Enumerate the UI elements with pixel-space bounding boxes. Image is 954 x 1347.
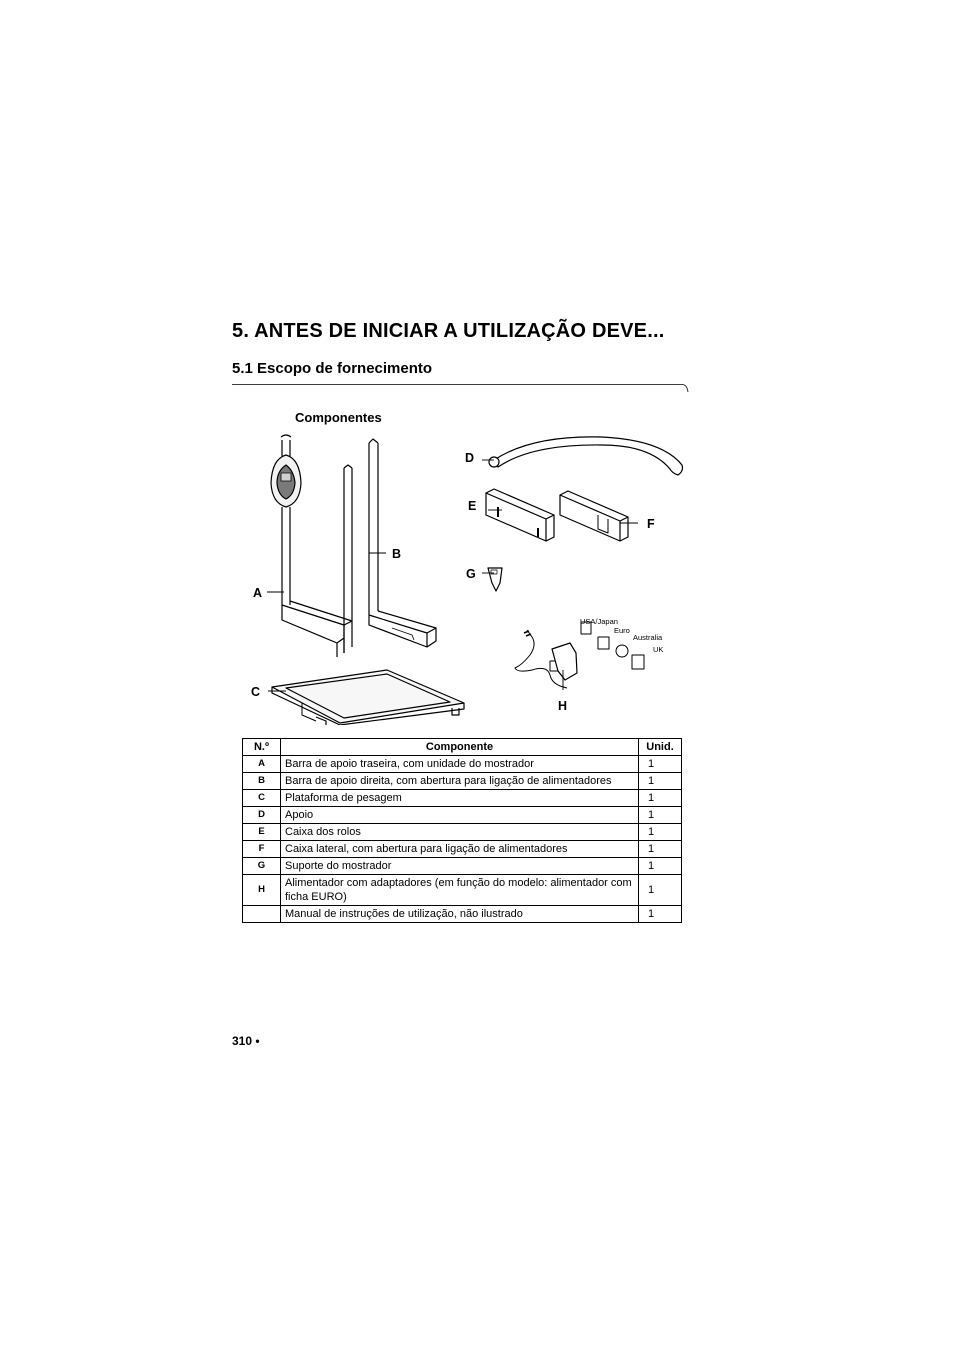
cell-no <box>243 906 281 923</box>
label-c: C <box>251 685 261 699</box>
cell-no: D <box>243 807 281 824</box>
adapter-label-usa-japan: USA/Japan <box>580 617 618 626</box>
rear-bar-with-display-illustration <box>271 435 352 657</box>
label-f: F <box>647 517 655 531</box>
adapter-label-uk: UK <box>653 645 664 654</box>
label-e: E <box>468 499 477 513</box>
cell-component: Apoio <box>281 807 639 824</box>
figure-caption: Componentes <box>295 410 382 425</box>
cell-unit: 1 <box>639 790 682 807</box>
table-row <box>243 875 682 906</box>
cell-component: Caixa dos rolos <box>281 824 639 841</box>
label-g: G <box>466 567 476 581</box>
table-row <box>243 773 682 790</box>
cell-no: B <box>243 773 281 790</box>
components-table <box>242 738 682 923</box>
page-number: 310 • <box>232 1034 260 1048</box>
table-row <box>243 756 682 773</box>
cell-unit: 1 <box>639 906 682 923</box>
cell-no: C <box>243 790 281 807</box>
cell-no: H <box>243 875 281 906</box>
label-leader-lines <box>267 460 638 691</box>
chapter-title: 5. ANTES DE INICIAR A UTILIZAÇÃO DEVE... <box>232 320 665 342</box>
table-row <box>243 807 682 824</box>
adapter-label-australia: Australia <box>633 633 663 642</box>
arc-support-illustration <box>489 437 683 475</box>
label-a: A <box>253 586 263 600</box>
cell-unit: 1 <box>639 824 682 841</box>
side-box-illustration <box>560 491 628 541</box>
cell-component: Plataforma de pesagem <box>281 790 639 807</box>
cell-unit: 1 <box>639 756 682 773</box>
header-component: Componente <box>281 739 639 756</box>
weighing-platform-illustration <box>272 670 464 725</box>
table-row <box>243 858 682 875</box>
cell-component: Suporte do mostrador <box>281 858 639 875</box>
table-row <box>243 824 682 841</box>
cell-no: F <box>243 841 281 858</box>
cell-component: Manual de instruções de utilização, não ilustrado <box>281 906 639 923</box>
cell-no: A <box>243 756 281 773</box>
right-bar-illustration <box>369 439 436 647</box>
section-rule <box>232 380 692 396</box>
table-row <box>243 906 682 923</box>
table-row <box>243 790 682 807</box>
label-d: D <box>465 451 475 465</box>
cell-component: Alimentador com adaptadores (em função do modelo: alimentador com ficha EURO) <box>281 875 639 906</box>
adapter-label-euro: Euro <box>614 626 630 635</box>
cell-component: Barra de apoio traseira, com unidade do mostrador <box>281 756 639 773</box>
cell-no: G <box>243 858 281 875</box>
display-holder-illustration <box>488 568 502 591</box>
cell-no: E <box>243 824 281 841</box>
components-illustration <box>232 425 692 725</box>
cell-unit: 1 <box>639 807 682 824</box>
cell-component: Barra de apoio direita, com abertura para ligação de alimentadores <box>281 773 639 790</box>
cell-unit: 1 <box>639 875 682 906</box>
label-h: H <box>558 699 568 713</box>
roller-box-illustration <box>486 489 554 541</box>
section-title: 5.1 Escopo de fornecimento <box>232 360 433 377</box>
label-b: B <box>392 547 402 561</box>
cell-unit: 1 <box>639 858 682 875</box>
header-unit: Unid. <box>639 739 682 756</box>
cell-unit: 1 <box>639 773 682 790</box>
header-no: N.º <box>243 739 281 756</box>
cell-unit: 1 <box>639 841 682 858</box>
cell-component: Caixa lateral, com abertura para ligação de alimentadores <box>281 841 639 858</box>
table-row <box>243 841 682 858</box>
table-header-row <box>243 739 682 756</box>
